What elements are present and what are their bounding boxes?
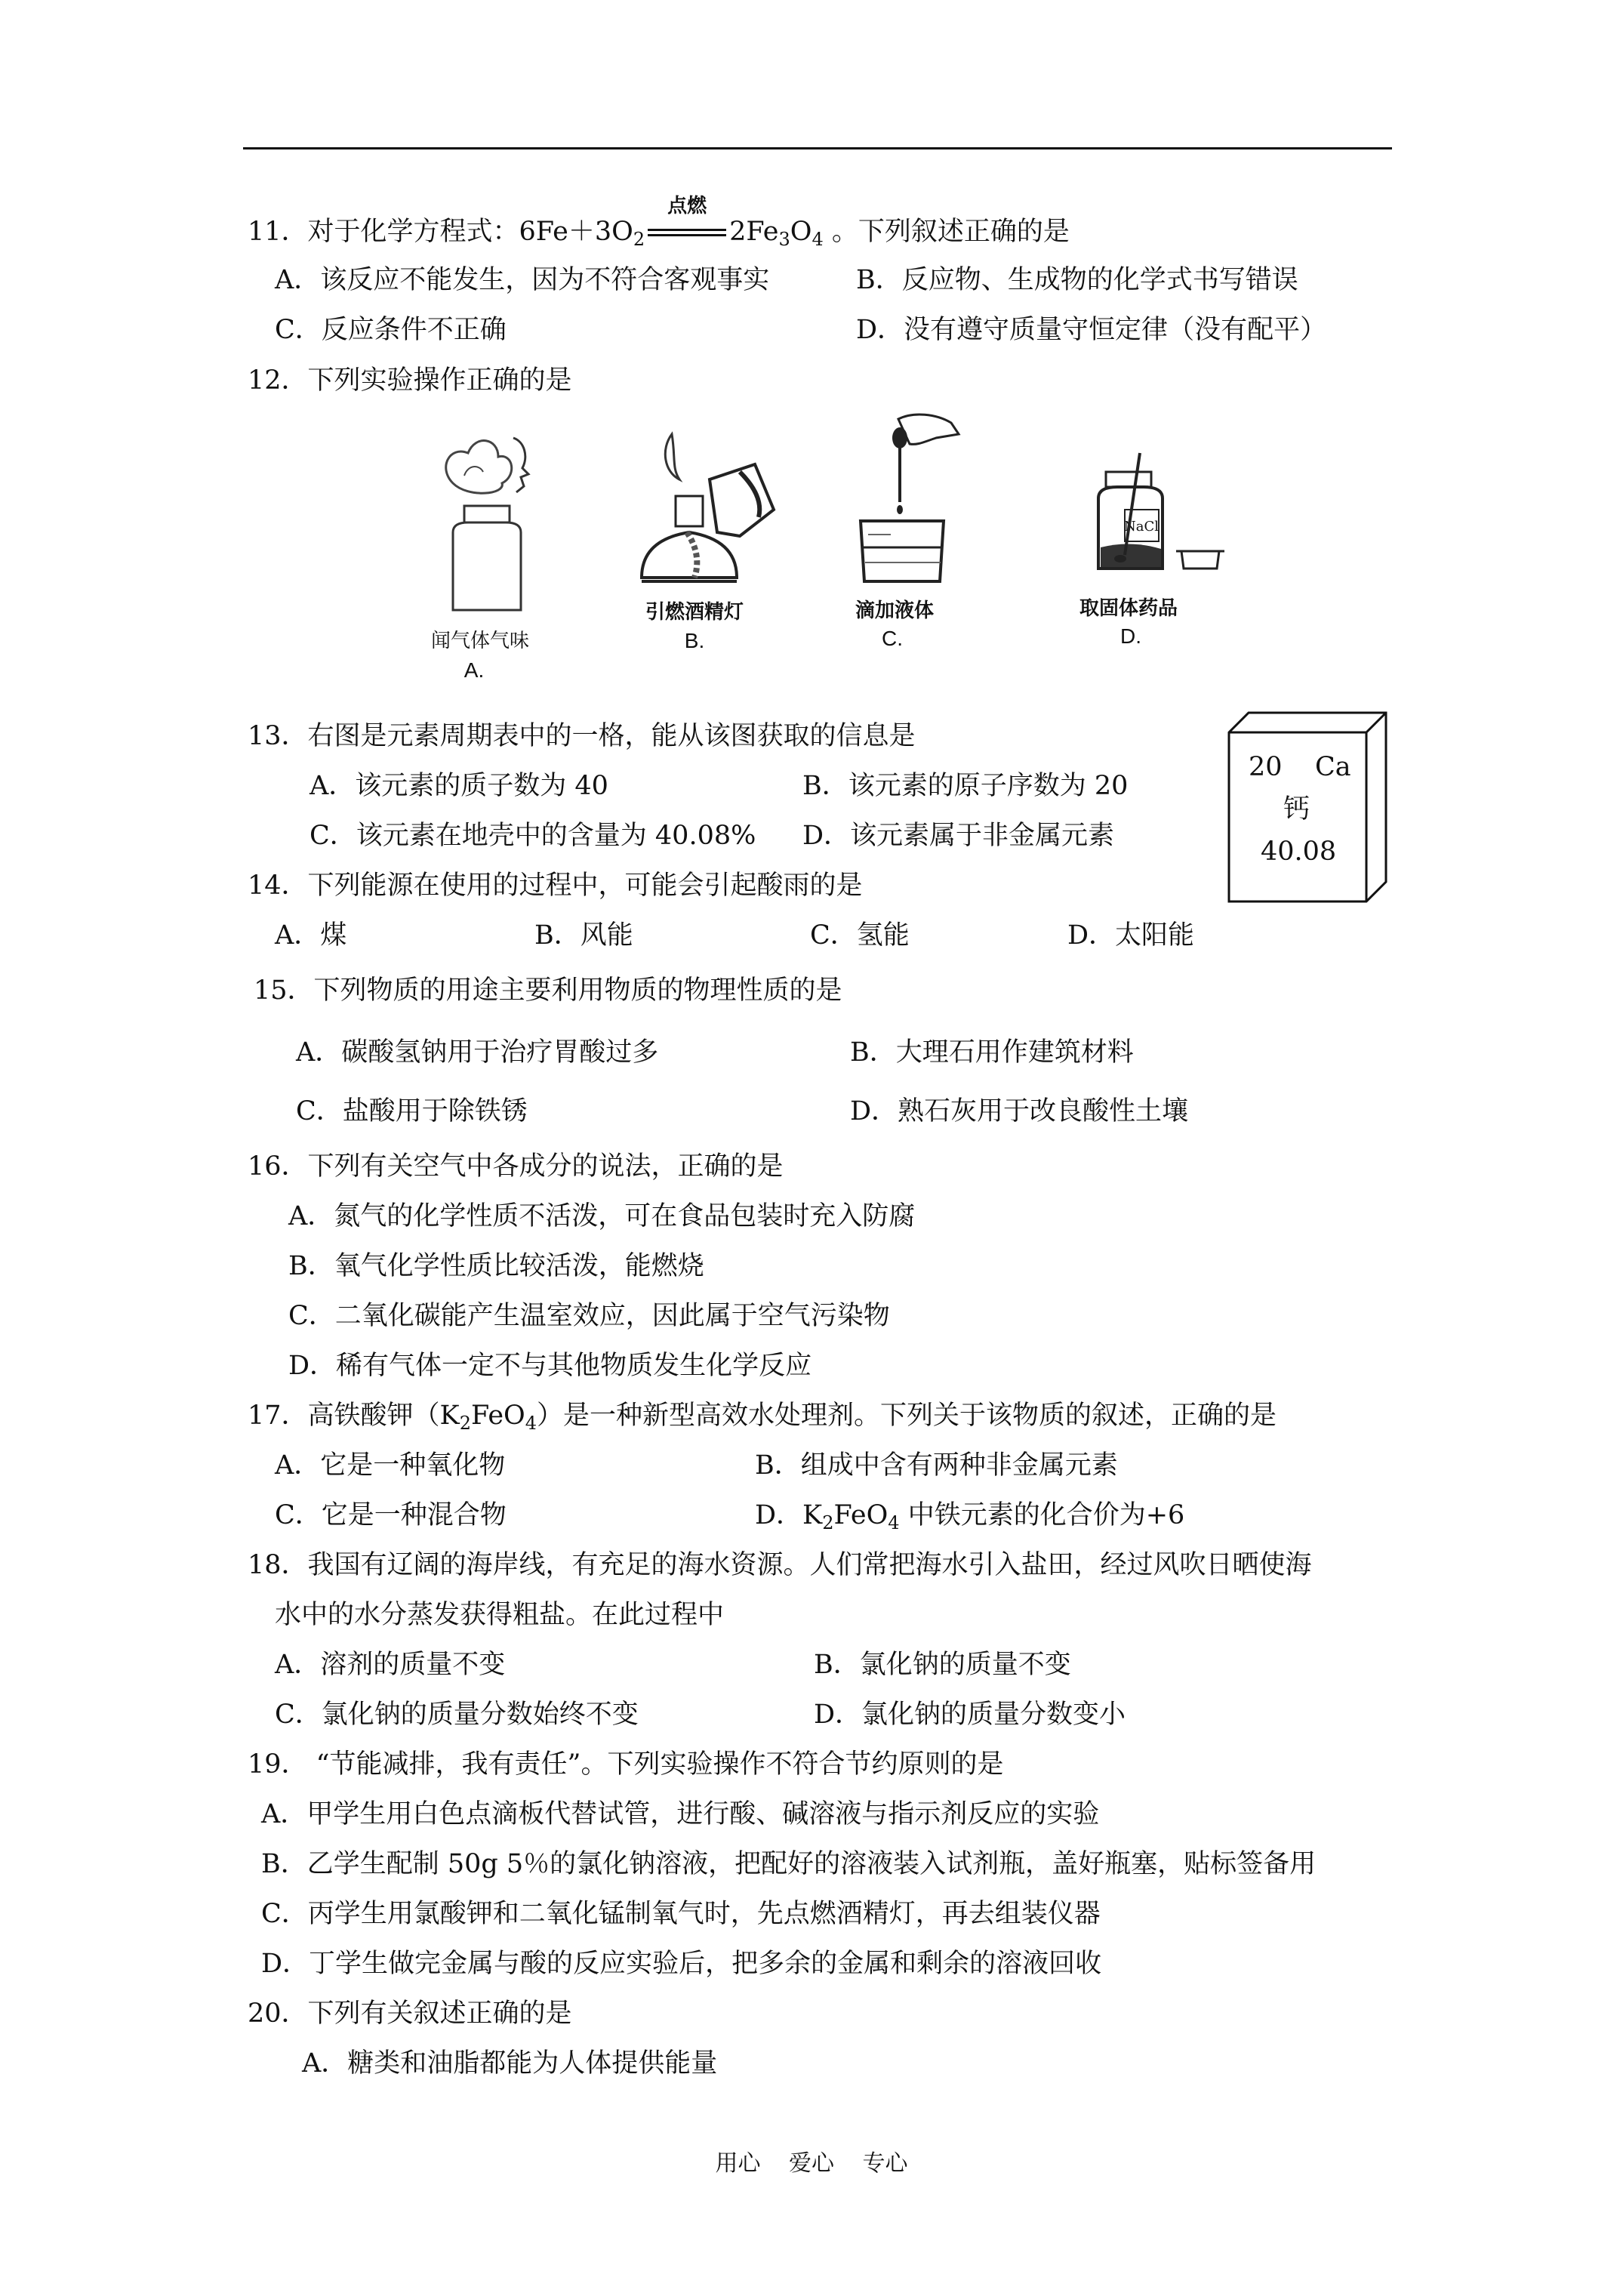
- footer-word-2: 爱心: [789, 2150, 834, 2177]
- figure-b-caption: 引燃酒精灯: [645, 601, 744, 624]
- question-13-option-a: A．该元素的质子数为 40: [310, 771, 608, 801]
- figure-d-caption: 取固体药品: [1079, 597, 1178, 620]
- question-16-option-d: D．稀有气体一定不与其他物质发生化学反应: [288, 1351, 812, 1381]
- figure-c-letter: C.: [882, 627, 903, 650]
- question-16-option-c: C．二氧化碳能产生温室效应，因此属于空气污染物: [288, 1301, 890, 1331]
- question-15-option-b: B．大理石用作建筑材料: [850, 1037, 1134, 1068]
- question-11-option-c: C．反应条件不正确: [275, 315, 507, 345]
- footer-word-1: 用心: [715, 2150, 761, 2177]
- atomic-mass: 40.08: [1261, 837, 1337, 867]
- question-15-option-d: D．熟石灰用于改良酸性土壤: [850, 1096, 1189, 1126]
- question-19-option-a: A．甲学生用白色点滴板代替试管，进行酸、碱溶液与指示剂反应的实验: [261, 1799, 1100, 1829]
- figure-b-letter: B.: [684, 629, 705, 652]
- question-15-option-a: A．碳酸氢钠用于治疗胃酸过多: [296, 1037, 659, 1068]
- question-17-option-a: A．它是一种氧化物: [275, 1450, 506, 1481]
- footer-word-3: 专心: [862, 2150, 908, 2177]
- question-17-stem: 17．高铁酸钾$(K_2FeO_4)$是一种新型高效水处理剂。下列关于该物质的叙述，正确的是: [248, 1401, 1277, 1434]
- question-15-stem: 15．下列物质的用途主要利用物质的物理性质的是: [254, 975, 842, 1006]
- question-18-stem-line-1: 18．我国有辽阔的海岸线，有充足的海水资源。人们常把海水引入盐田，经过风吹日晒使海: [248, 1550, 1312, 1580]
- question-18-option-d: D．氯化钠的质量分数变小: [814, 1700, 1126, 1730]
- question-18-option-c: C．氯化钠的质量分数始终不变: [275, 1700, 639, 1730]
- reaction-condition: 点燃: [645, 215, 729, 248]
- question-14-option-a: A．煤: [275, 920, 347, 951]
- question-14-stem: 14．下列能源在使用的过程中，可能会引起酸雨的是: [248, 871, 863, 901]
- question-15-option-c: C．盐酸用于除铁锈: [296, 1096, 528, 1126]
- question-18-stem-line-2: 水中的水分蒸发获得粗盐。在此过程中: [275, 1600, 725, 1630]
- question-16-option-a: A．氮气的化学性质不活泼，可在食品包装时充入防腐: [288, 1201, 916, 1231]
- question-12-stem: 12．下列实验操作正确的是: [248, 365, 572, 396]
- question-19-option-b: B．乙学生配制 50g 5％的氯化钠溶液，把配好的溶液装入试剂瓶，盖好瓶塞，贴标签备用: [261, 1849, 1317, 1879]
- question-19-option-d: D．丁学生做完金属与酸的反应实验后，把多余的金属和剩余的溶液回收: [261, 1949, 1102, 1979]
- figure-c-caption: 滴加液体: [855, 599, 934, 622]
- figure-a-caption: 闻气体气味: [430, 630, 529, 652]
- question-11-stem: 11．对于化学方程式：$6Fe+3O_2$ 点燃 $2Fe_3O_4$ 。下列叙述正确的是: [248, 195, 1070, 250]
- question-20-stem: 20．下列有关叙述正确的是: [248, 1999, 572, 2029]
- dropper-beaker-illustration: [845, 408, 974, 589]
- header-rule: [243, 147, 1392, 149]
- nacl-label: NaCl: [1123, 519, 1160, 535]
- question-13-option-d: D．该元素属于非金属元素: [802, 821, 1115, 851]
- figure-d-letter: D.: [1120, 624, 1141, 648]
- question-16-stem: 16．下列有关空气中各成分的说法，正确的是: [248, 1151, 784, 1182]
- question-19-option-c: C．丙学生用氯酸钾和二氧化锰制氧气时，先点燃酒精灯，再去组装仪器: [261, 1899, 1101, 1929]
- question-11-option-b: B．反应物、生成物的化学式书写错误: [856, 265, 1298, 295]
- question-14-option-b: B．风能: [534, 920, 633, 951]
- page-footer: [0, 2144, 1623, 2177]
- question-18-option-a: A．溶剂的质量不变: [275, 1650, 506, 1680]
- question-16-option-b: B．氧气化学性质比较活泼，能燃烧: [288, 1251, 704, 1281]
- question-18-option-b: B．氯化钠的质量不变: [814, 1650, 1071, 1680]
- question-17-option-c: C．它是一种混合物: [275, 1500, 507, 1530]
- solid-reagent-bottle-illustration: [1087, 449, 1238, 578]
- question-14-option-c: C．氢能: [810, 920, 910, 951]
- question-13-stem: 13．右图是元素周期表中的一格，能从该图获取的信息是: [248, 721, 916, 751]
- question-17-option-b: B．组成中含有两种非金属元素: [755, 1450, 1118, 1481]
- question-14-option-d: D．太阳能: [1067, 920, 1195, 951]
- element-name: 钙: [1283, 794, 1310, 824]
- smell-gas-illustration: [423, 423, 544, 619]
- question-17-option-d: D．$K_2FeO_4$ 中铁元素的化合价为+6: [755, 1500, 1185, 1533]
- question-13-option-b: B．该元素的原子序数为 20: [802, 771, 1129, 801]
- question-13-option-c: C．该元素在地壳中的含量为 40.08%: [310, 821, 756, 851]
- question-19-stem: 19． “节能减排，我有责任”。下列实验操作不符合节约原则的是: [248, 1749, 1004, 1780]
- question-11-option-a: A．该反应不能发生，因为不符合客观事实: [275, 265, 770, 295]
- element-symbol: Ca: [1315, 752, 1351, 782]
- question-20-option-a: A．糖类和油脂都能为人体提供能量: [302, 2048, 718, 2079]
- atomic-number: 20: [1249, 752, 1283, 782]
- alcohol-lamp-illustration: [627, 427, 778, 600]
- question-11-option-d: D．没有遵守质量守恒定律（没有配平）: [856, 315, 1327, 345]
- figure-a-letter: A.: [463, 658, 485, 682]
